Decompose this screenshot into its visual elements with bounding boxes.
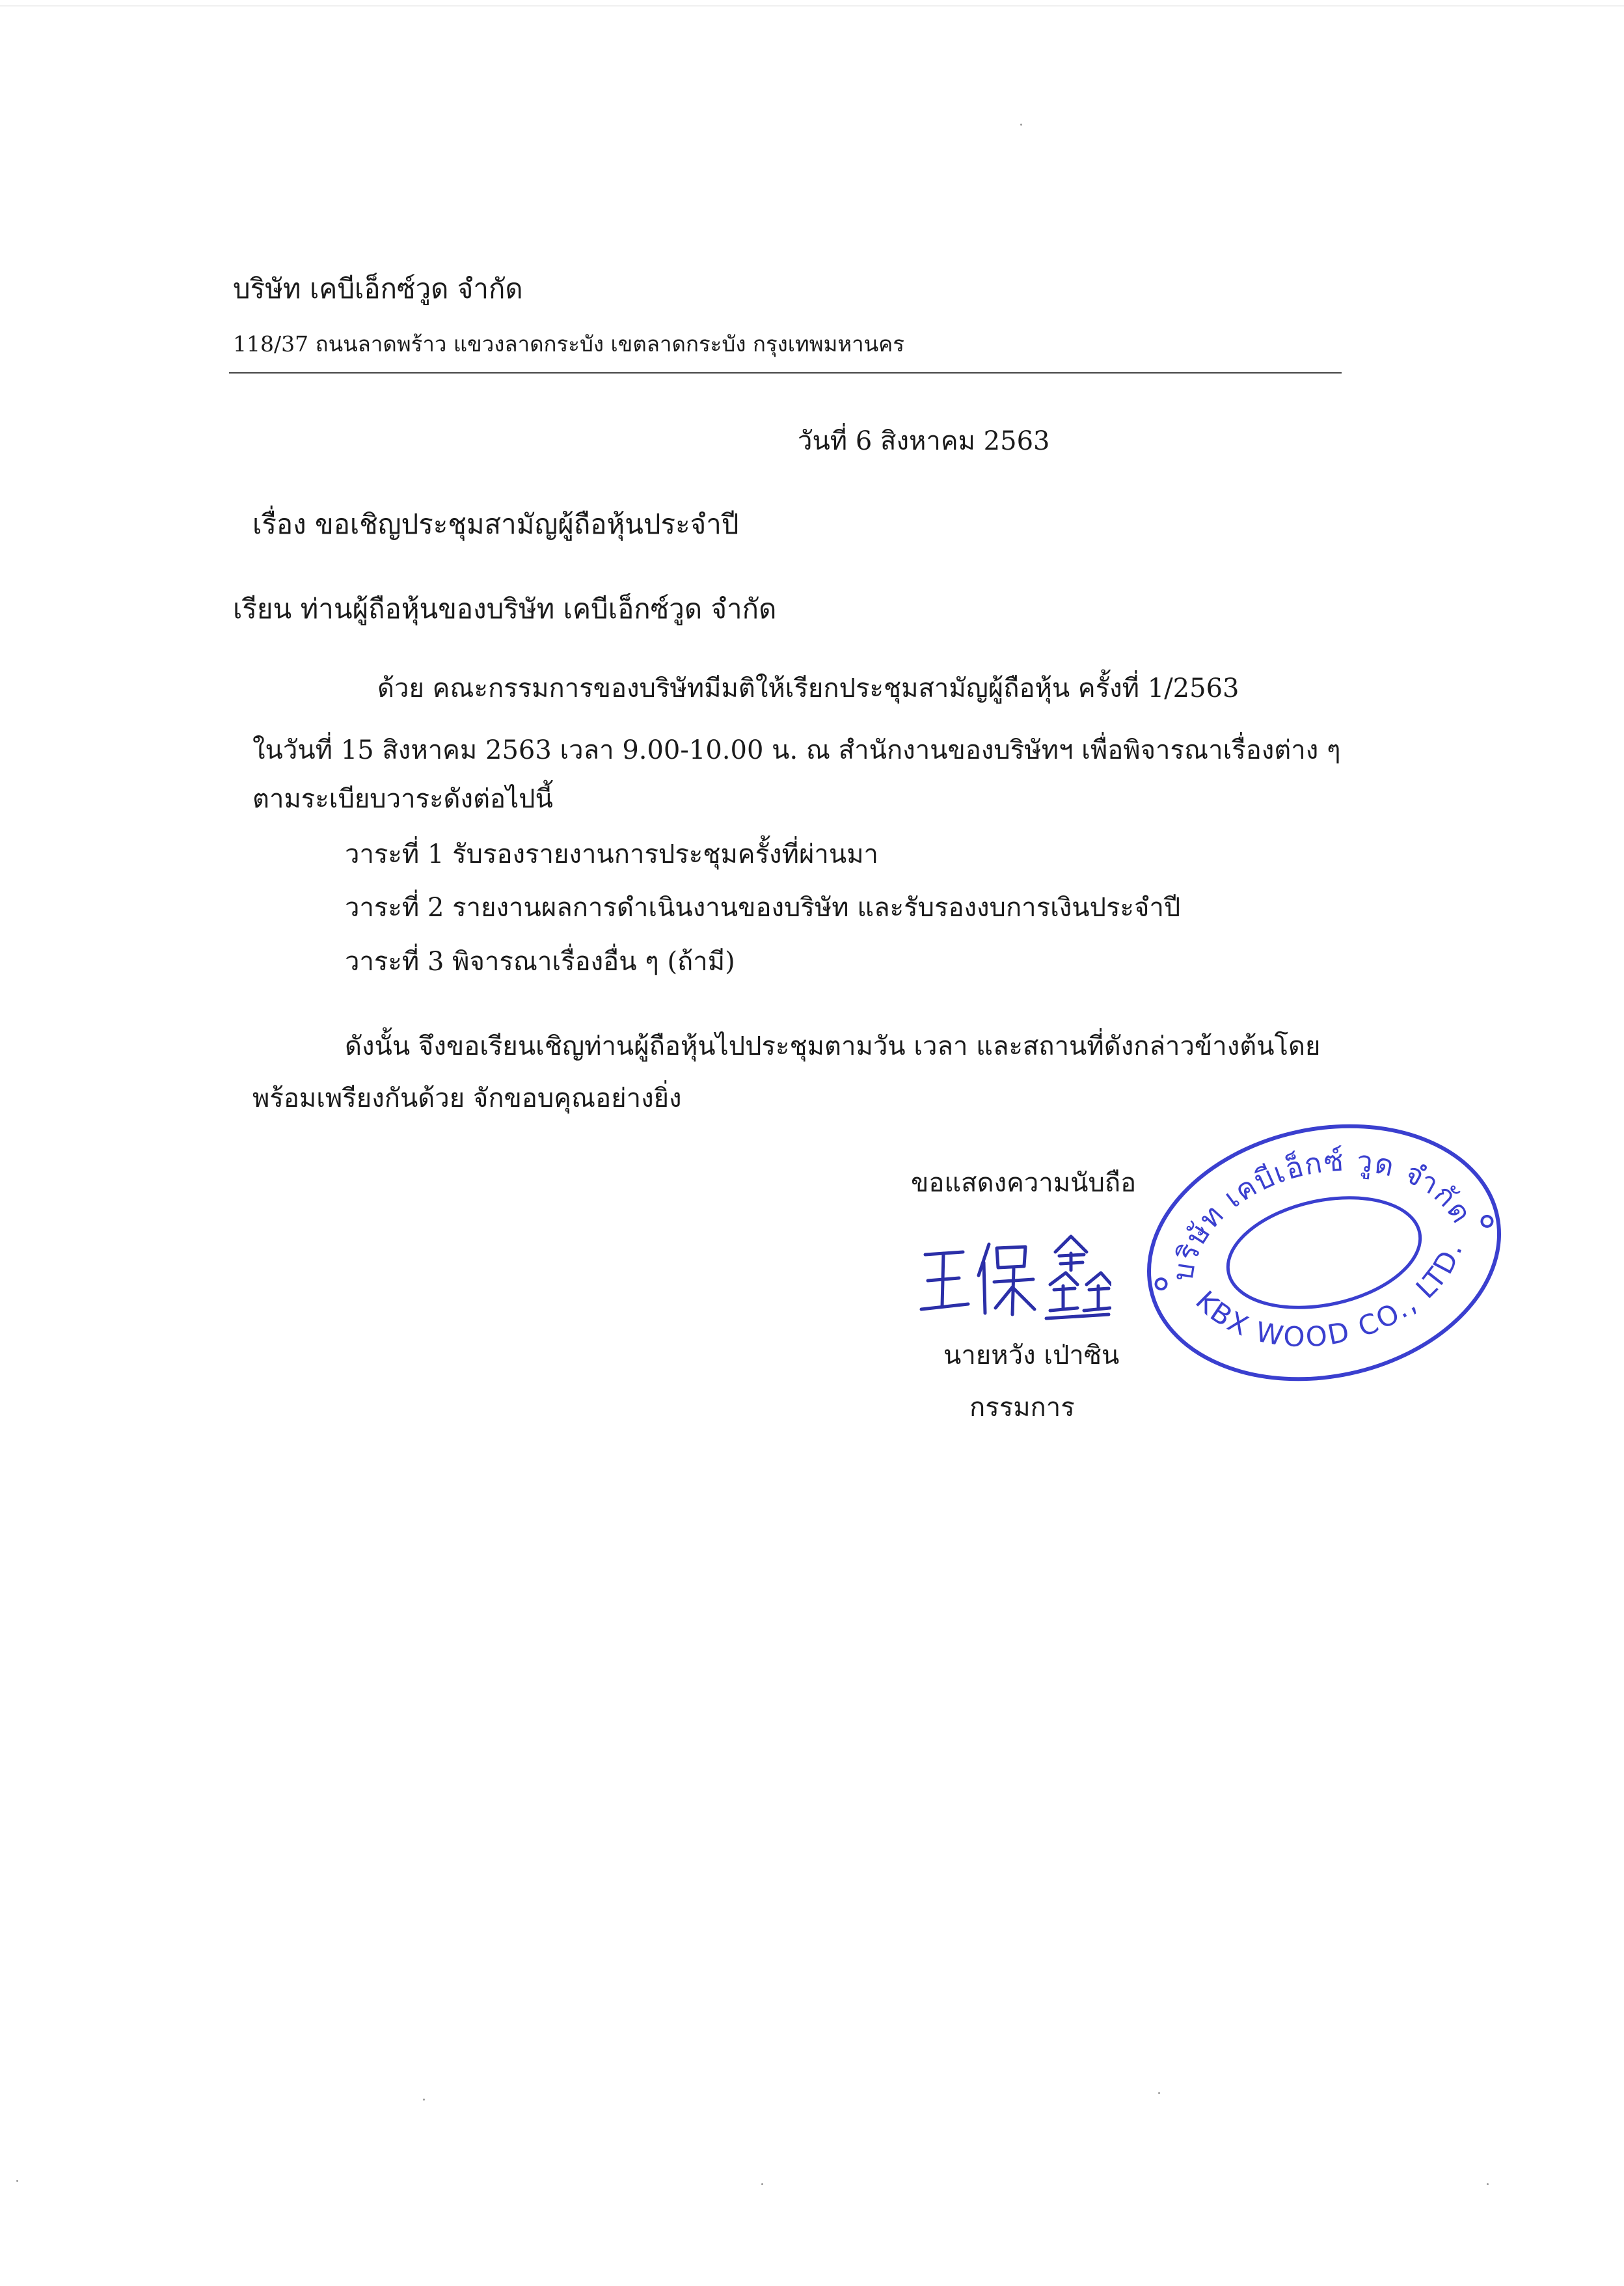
body-paragraph-line-3: ตามระเบียบวาระดังต่อไปนี้ (252, 784, 553, 814)
agenda-item: วาระที่ 3 พิจารณาเรื่องอื่น ๆ (ถ้ามี) (345, 947, 735, 977)
scan-speck (1487, 2183, 1489, 2185)
agenda-item: วาระที่ 1 รับรองรายงานการประชุมครั้งที่ผ่านมา (345, 839, 879, 869)
conclusion-line-1: ดังนั้น จึงขอเรียนเชิญท่านผู้ถือหุ้นไปประชุมตามวัน เวลา และสถานที่ดังกล่าวข้างต้นโดย (345, 1031, 1321, 1061)
company-name: บริษัท เคบีเอ็กซ์วูด จำกัด (233, 273, 523, 305)
signer-title: กรรมการ (969, 1393, 1075, 1422)
scan-speck (1020, 124, 1022, 126)
body-paragraph-line-2: ในวันที่ 15 สิงหาคม 2563 เวลา 9.00-10.00 น. ณ สำนักงานของบริษัทฯ เพื่อพิจารณาเรื่องต่าง ๆ (252, 735, 1341, 765)
signer-name: นายหวัง เป่าซิน (943, 1340, 1120, 1370)
body-paragraph-line-1: ด้วย คณะกรรมการของบริษัทมีมติให้เรียกประชุมสามัญผู้ถือหุ้น ครั้งที่ 1/2563 (377, 674, 1239, 703)
stamp-bottom-text: KBX WOOD CO., LTD. (1189, 1237, 1469, 1354)
conclusion-line-2: พร้อมเพรียงกันด้วย จักขอบคุณอย่างยิ่ง (252, 1083, 682, 1113)
closing-phrase: ขอแสดงความนับถือ (911, 1168, 1137, 1198)
svg-text:บริษัท เคบีเอ็กซ์ วูด จำกัด: บริษัท เคบีเอ็กซ์ วูด จำกัด (1166, 1144, 1479, 1284)
scan-speck (761, 2183, 763, 2185)
scan-speck (423, 2099, 425, 2101)
letter-subject: เรื่อง ขอเชิญประชุมสามัญผู้ถือหุ้นประจำปี (252, 508, 739, 540)
header-divider (229, 372, 1342, 374)
agenda-item: วาระที่ 2 รายงานผลการดำเนินงานของบริษัท และรับรองงบการเงินประจำปี (345, 893, 1181, 923)
letter-date: วันที่ 6 สิงหาคม 2563 (798, 426, 1050, 456)
company-stamp (1129, 1116, 1519, 1389)
letter-salutation: เรียน ท่านผู้ถือหุ้นของบริษัท เคบีเอ็กซ์วูด จำกัด (233, 593, 777, 625)
scan-speck (16, 2180, 18, 2182)
company-address: 118/37 ถนนลาดพร้าว แขวงลาดกระบัง เขตลาดกระบัง กรุงเทพมหานคร (233, 331, 904, 357)
handwritten-signature (916, 1230, 1111, 1327)
scan-speck (1158, 2092, 1160, 2094)
scan-edge (0, 5, 1624, 7)
